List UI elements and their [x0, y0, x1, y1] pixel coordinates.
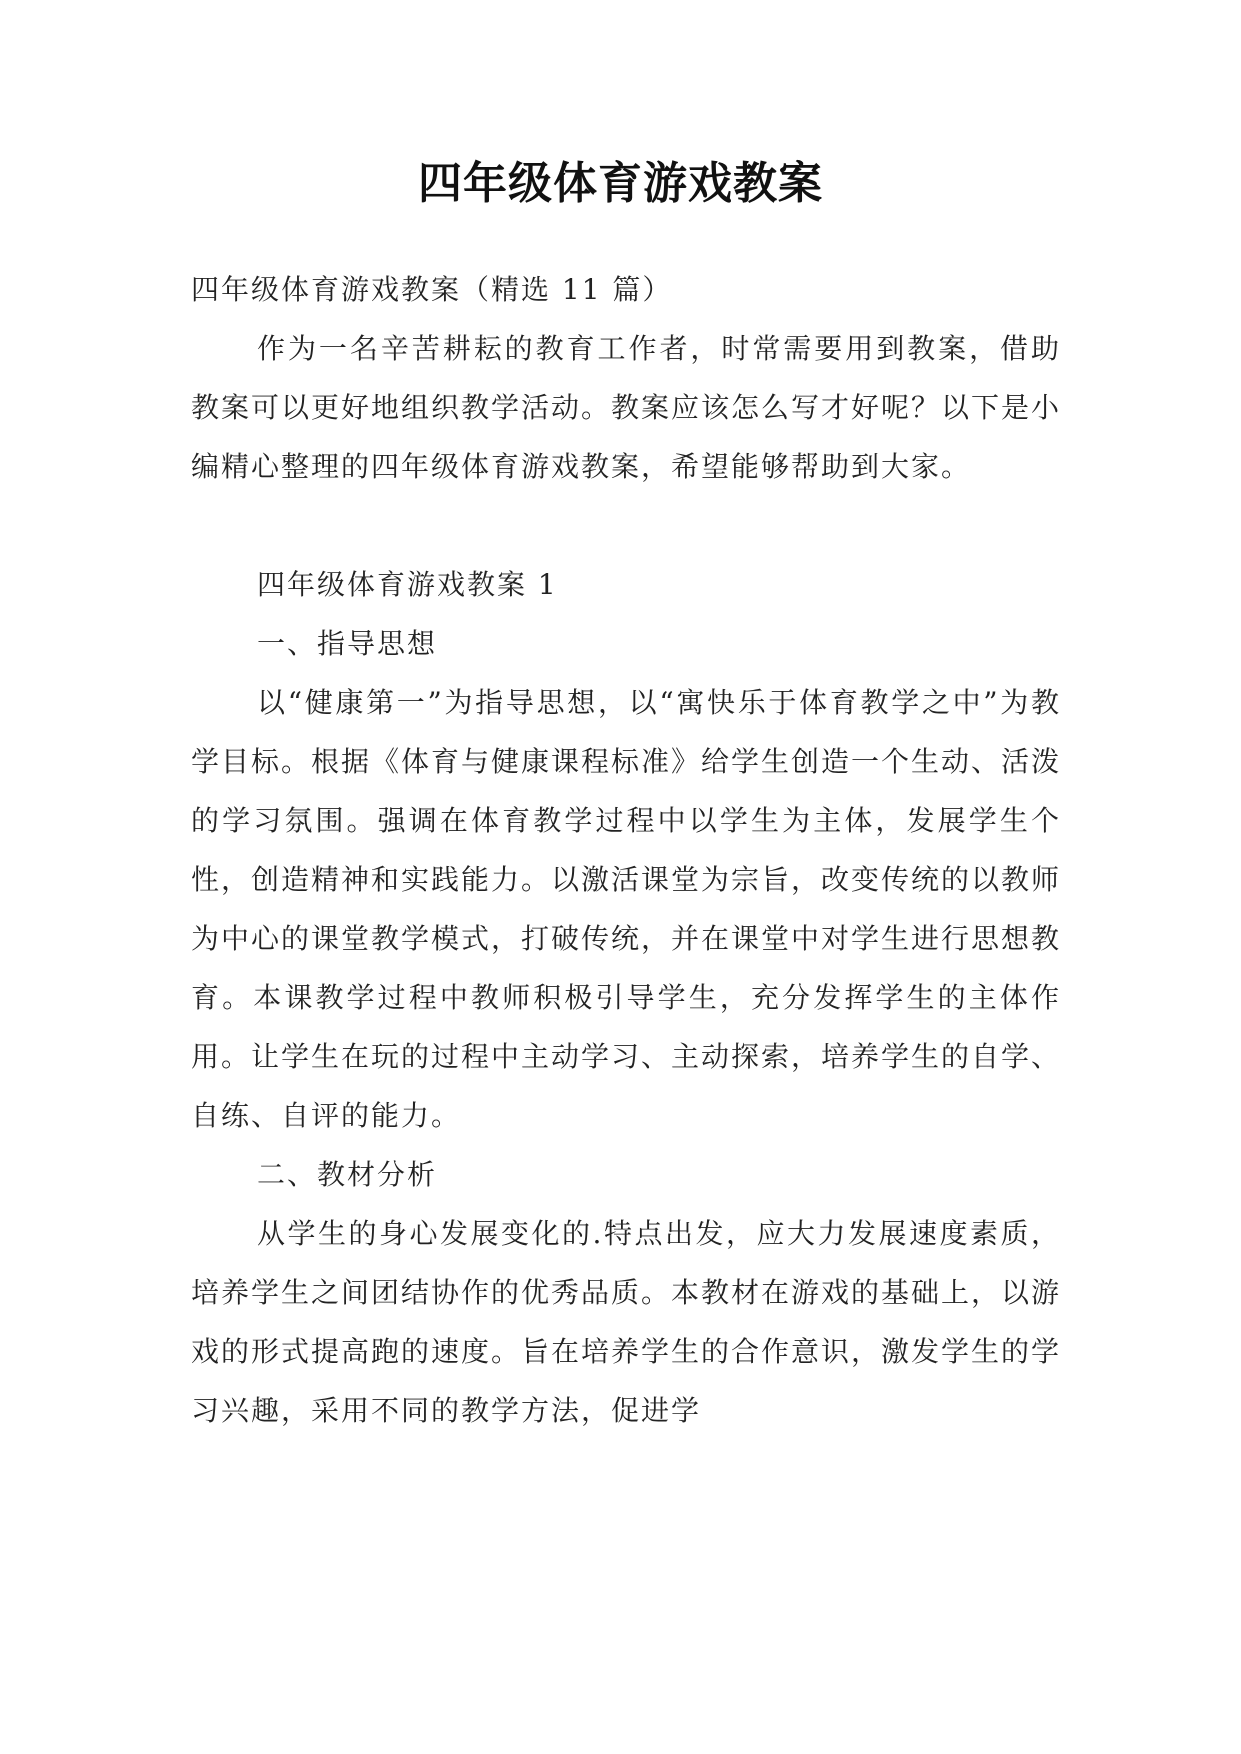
document-subtitle: 四年级体育游戏教案（精选 11 篇）	[191, 273, 673, 306]
heading-guiding-ideology: 一、指导思想	[257, 627, 438, 660]
heading-material-analysis: 二、教材分析	[257, 1158, 438, 1191]
paragraph-guiding-ideology: 以“健康第一”为指导思想，以“寓快乐于体育教学之中”为教学目标。根据《体育与健康课程标准》给学生创造一个生动、活泼的学习氛围。强调在体育教学过程中以学生为主体，发展学生个性，创造精神和实践能力。以激活课堂为宗旨，改变传统的以教师为中心的课堂教学模式，打破传统，并在课堂中对学生进行思想教育。本课教学过程中教师积极引导学生，充分发挥学生的主体作用。让学生在玩的过程中主动学习、主动探索，培养学生的自学、自练、自评的能力。	[191, 686, 1062, 1132]
intro-paragraph: 作为一名辛苦耕耘的教育工作者，时常需要用到教案，借助教案可以更好地组织教学活动。教案应该怎么写才好呢？以下是小编精心整理的四年级体育游戏教案，希望能够帮助到大家。	[191, 332, 1062, 483]
document-title: 四年级体育游戏教案	[418, 158, 823, 209]
section-title: 四年级体育游戏教案 1	[257, 568, 558, 601]
document-body	[191, 260, 1061, 1440]
paragraph-material-analysis: 从学生的身心发展变化的.特点出发，应大力发展速度素质，培养学生之间团结协作的优秀品质。本教材在游戏的基础上，以游戏的形式提高跑的速度。旨在培养学生的合作意识，激发学生的学习兴趣，采用不同的教学方法，促进学	[191, 1217, 1062, 1427]
